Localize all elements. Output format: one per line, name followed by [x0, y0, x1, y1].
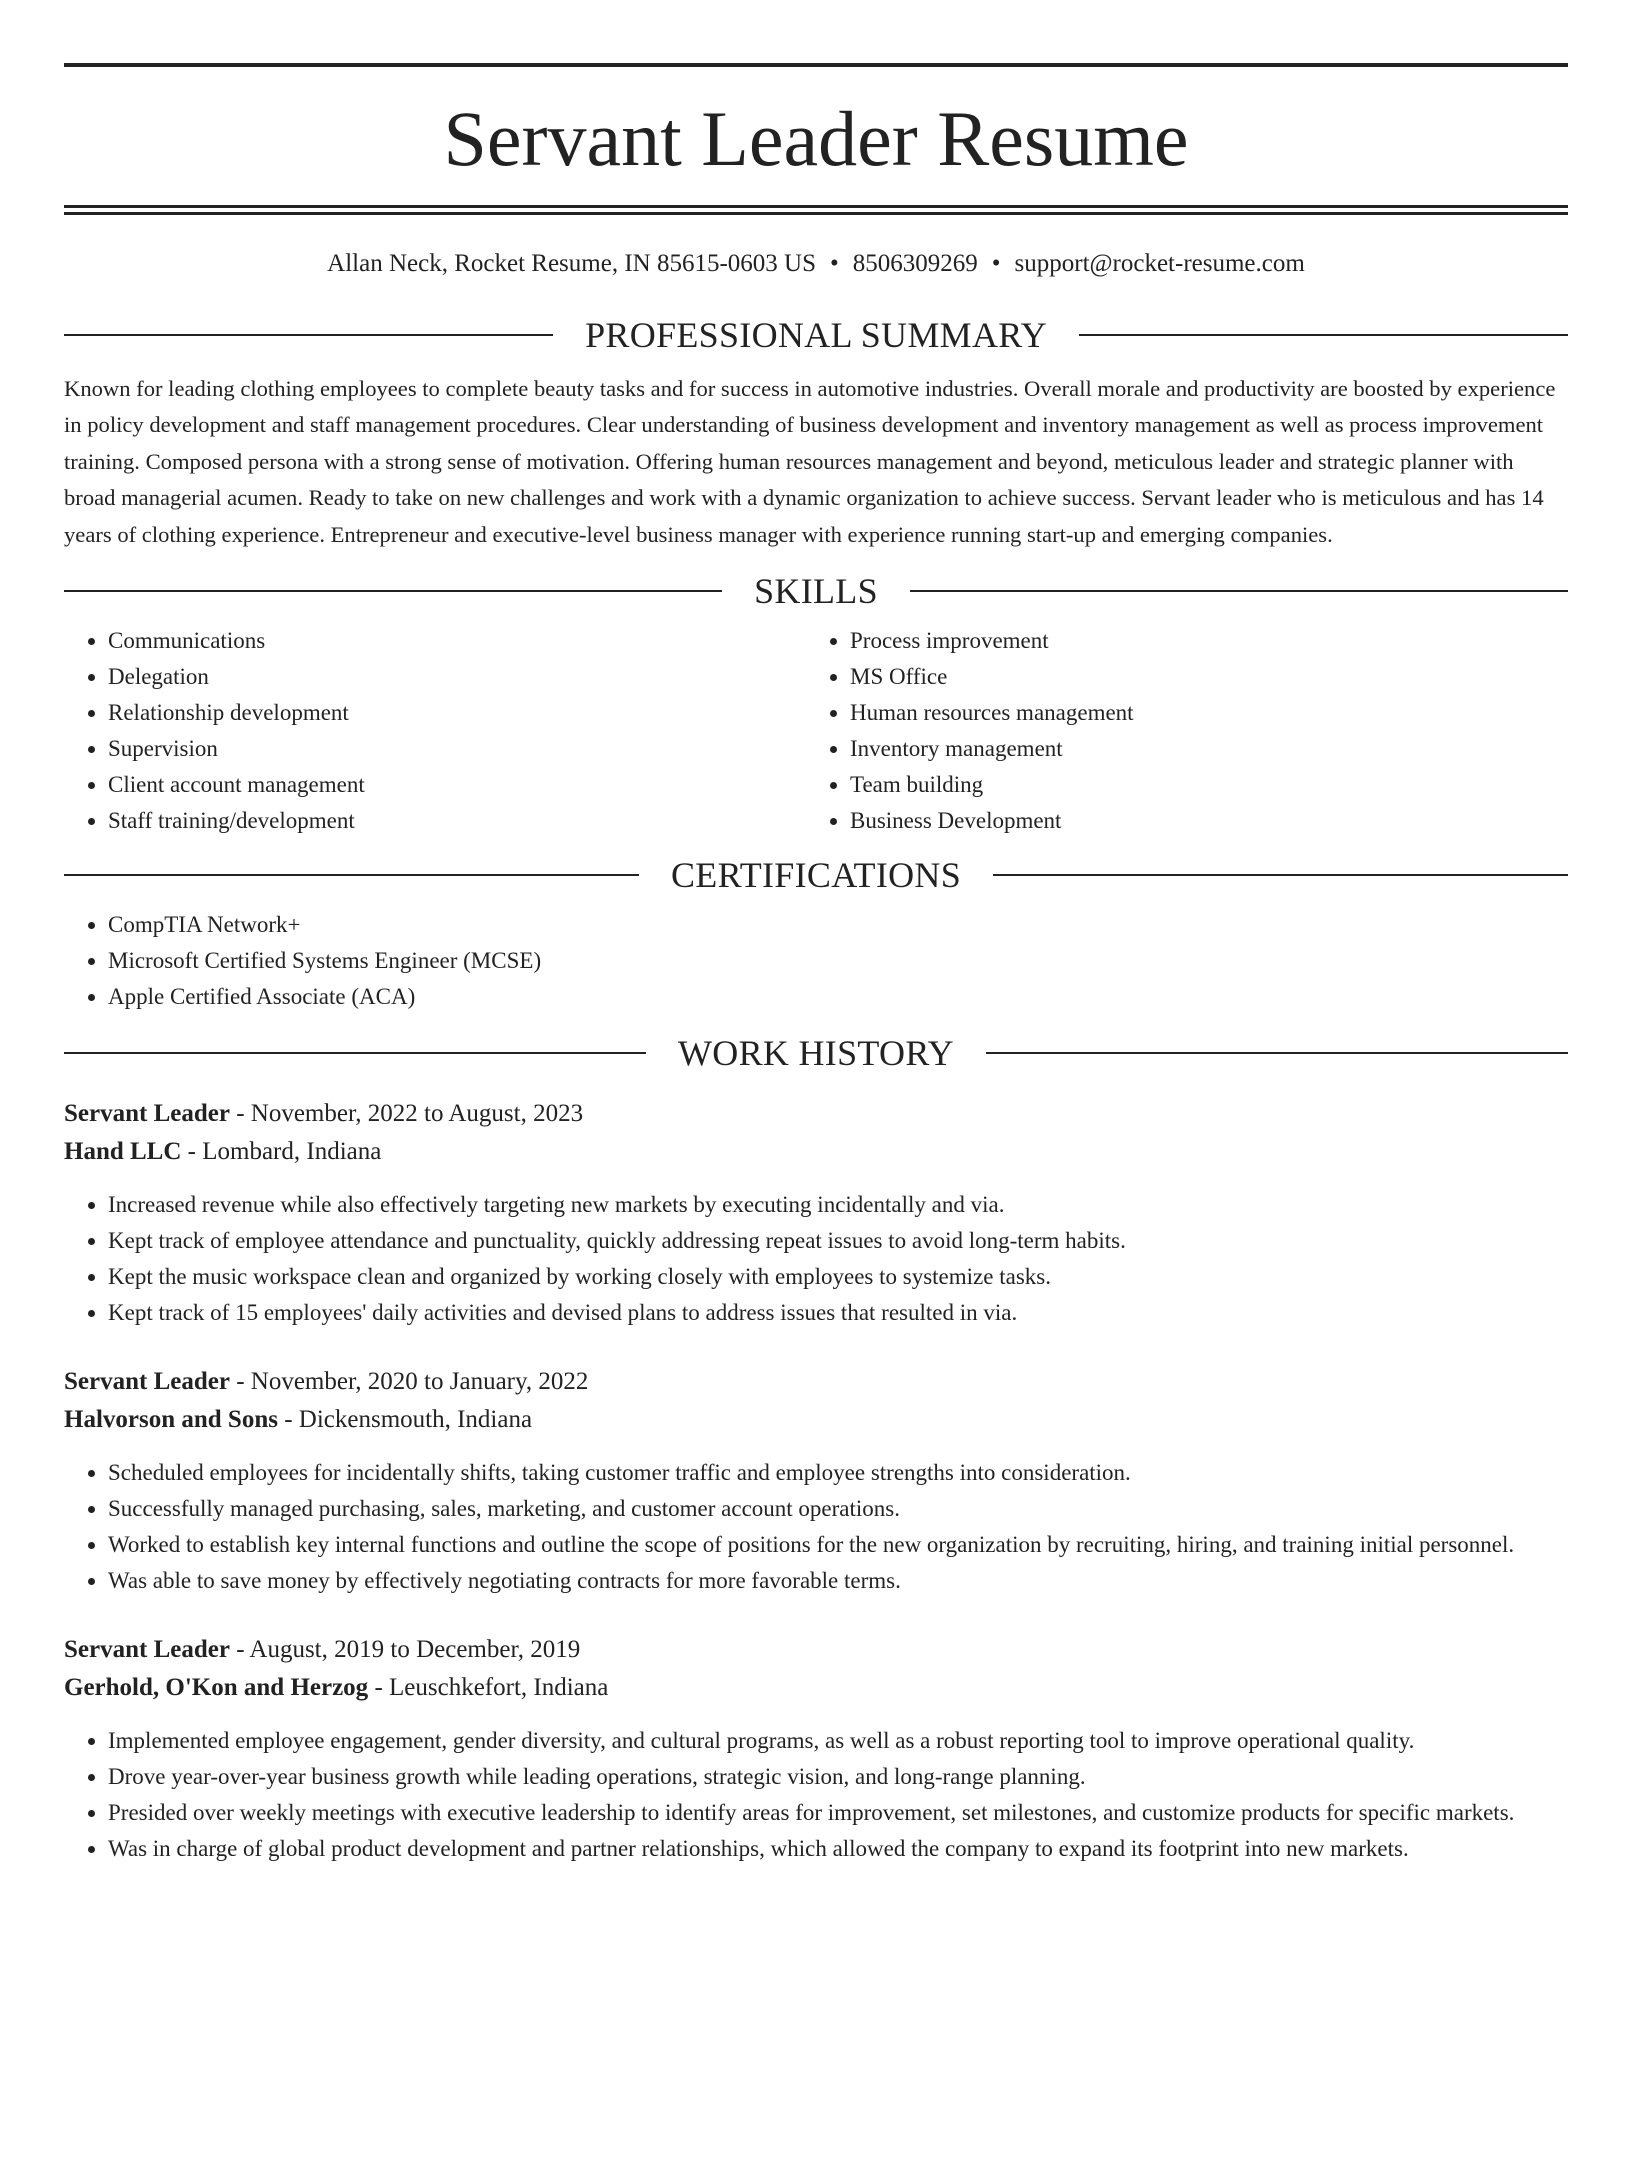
job-bullet: • Was able to save money by effectively negotiating contracts for more favorable terms.	[108, 1563, 1568, 1599]
work-heading: WORK HISTORY	[678, 1033, 954, 1074]
skills-list	[64, 623, 1568, 839]
job-bullet: • Kept the music workspace clean and organized by working closely with employees to systemize tasks.	[108, 1259, 1568, 1295]
job-bullet: • Kept track of employee attendance and punctuality, quickly addressing repeat issues to avoid long-term habits.	[108, 1223, 1568, 1259]
summary-heading: PROFESSIONAL SUMMARY	[585, 315, 1047, 355]
job-entry	[64, 1095, 1568, 1331]
section-rule	[64, 334, 553, 336]
job-title: Servant Leader	[64, 1636, 230, 1664]
page-title: Servant Leader Resume	[443, 95, 1189, 182]
job-bullet: • Successfully managed purchasing, sales, marketing, and customer account operations.	[108, 1491, 1568, 1527]
job-dates: - November, 2020 to January, 2022	[229, 1368, 589, 1396]
section-rule	[993, 874, 1568, 876]
contact-phone: 8506309269	[852, 250, 978, 277]
job-location: - Dickensmouth, Indiana	[277, 1406, 533, 1434]
contact-email: support@rocket-resume.com	[1014, 250, 1305, 277]
job-dates: - November, 2022 to August, 2023	[229, 1100, 584, 1128]
contact-address: Allan Neck, Rocket Resume, IN 85615-0603 US	[327, 250, 816, 277]
job-title-line	[64, 1095, 1568, 1133]
skill-item: • MS Office	[850, 659, 1548, 695]
contact-separator: •	[829, 250, 839, 277]
job-company-line	[64, 1401, 1568, 1439]
skills-column-right	[806, 623, 1548, 839]
skill-item: • Communications	[108, 623, 806, 659]
contact-line	[64, 249, 1568, 279]
skill-item: • Relationship development	[108, 695, 806, 731]
job-bullet: • Increased revenue while also effectively targeting new markets by executing incidentally and via.	[108, 1187, 1568, 1223]
job-bullets	[64, 1723, 1568, 1867]
job-location: - Lombard, Indiana	[181, 1138, 382, 1166]
summary-text: Known for leading clothing employees to complete beauty tasks and for success in automotive industries. Overall morale and productivity are boosted by experience in policy development and staff management procedures. Clear understanding of business development and inventory management as well as process improvement training. Composed persona with a strong sense of motivation. Offering human resources management and beyond, meticulous leader and strategic planner with broad managerial acumen. Ready to take on new challenges and work with a dynamic organization to achieve success. Servant leader who is meticulous and has 14 years of clothing experience. Entrepreneur and executive-level business manager with experience running start-up and emerging companies.	[64, 376, 1556, 547]
job-company-line	[64, 1133, 1568, 1171]
section-rule	[64, 590, 722, 592]
work-section-header	[64, 1031, 1568, 1075]
skill-item: • Supervision	[108, 731, 806, 767]
skill-item: • Inventory management	[850, 731, 1548, 767]
job-entry	[64, 1363, 1568, 1599]
job-company-line	[64, 1669, 1568, 1707]
skill-item: • Human resources management	[850, 695, 1548, 731]
certification-item: • Microsoft Certified Systems Engineer (MCSE)	[108, 943, 1568, 979]
job-bullet: • Presided over weekly meetings with executive leadership to identify areas for improvement, set milestones, and customize products for specific markets.	[108, 1795, 1568, 1831]
section-rule	[986, 1052, 1568, 1054]
job-location: - Leuschkefort, Indiana	[368, 1674, 609, 1702]
skills-section-header	[64, 569, 1568, 613]
section-rule	[910, 590, 1568, 592]
certification-item: • CompTIA Network+	[108, 907, 1568, 943]
skill-item: • Team building	[850, 767, 1548, 803]
section-rule	[64, 874, 639, 876]
section-rule	[64, 1052, 646, 1054]
job-title-line	[64, 1631, 1568, 1669]
skill-item: • Client account management	[108, 767, 806, 803]
job-title-line	[64, 1363, 1568, 1401]
job-title: Servant Leader	[64, 1368, 230, 1396]
skills-column-left	[64, 623, 806, 839]
job-company: Hand LLC	[64, 1138, 182, 1166]
certifications-list	[64, 907, 1568, 1015]
job-bullet: • Drove year-over-year business growth while leading operations, strategic vision, and long-range planning.	[108, 1759, 1568, 1795]
skill-item: • Delegation	[108, 659, 806, 695]
job-company: Gerhold, O'Kon and Herzog	[64, 1674, 369, 1702]
resume-page	[0, 63, 1632, 2175]
skills-heading: SKILLS	[754, 571, 878, 612]
job-bullet: • Implemented employee engagement, gender diversity, and cultural programs, as well as a robust reporting tool to improve operational quality.	[108, 1723, 1568, 1759]
section-rule	[1079, 334, 1568, 336]
job-bullet: • Kept track of 15 employees' daily activities and devised plans to address issues that resulted in via.	[108, 1295, 1568, 1331]
skill-item: • Business Development	[850, 803, 1548, 839]
skill-item: • Process improvement	[850, 623, 1548, 659]
certifications-section-header	[64, 853, 1568, 897]
job-entry	[64, 1631, 1568, 1867]
job-bullets	[64, 1455, 1568, 1599]
certification-item: • Apple Certified Associate (ACA)	[108, 979, 1568, 1015]
title-double-rule	[64, 205, 1568, 215]
job-dates: - August, 2019 to December, 2019	[229, 1636, 581, 1664]
job-title: Servant Leader	[64, 1100, 230, 1128]
job-bullet: • Scheduled employees for incidentally shifts, taking customer traffic and employee strengths into consideration.	[108, 1455, 1568, 1491]
summary-section-header	[64, 313, 1568, 357]
skill-item: • Staff training/development	[108, 803, 806, 839]
job-bullet: • Was in charge of global product development and partner relationships, which allowed the company to expand its footprint into new markets.	[108, 1831, 1568, 1867]
job-bullets	[64, 1187, 1568, 1331]
job-company: Halvorson and Sons	[64, 1406, 278, 1434]
contact-separator: •	[991, 250, 1001, 277]
job-bullet: • Worked to establish key internal functions and outline the scope of positions for the new organization by recruiting, hiring, and training initial personnel.	[108, 1527, 1568, 1563]
certifications-heading: CERTIFICATIONS	[670, 855, 962, 896]
